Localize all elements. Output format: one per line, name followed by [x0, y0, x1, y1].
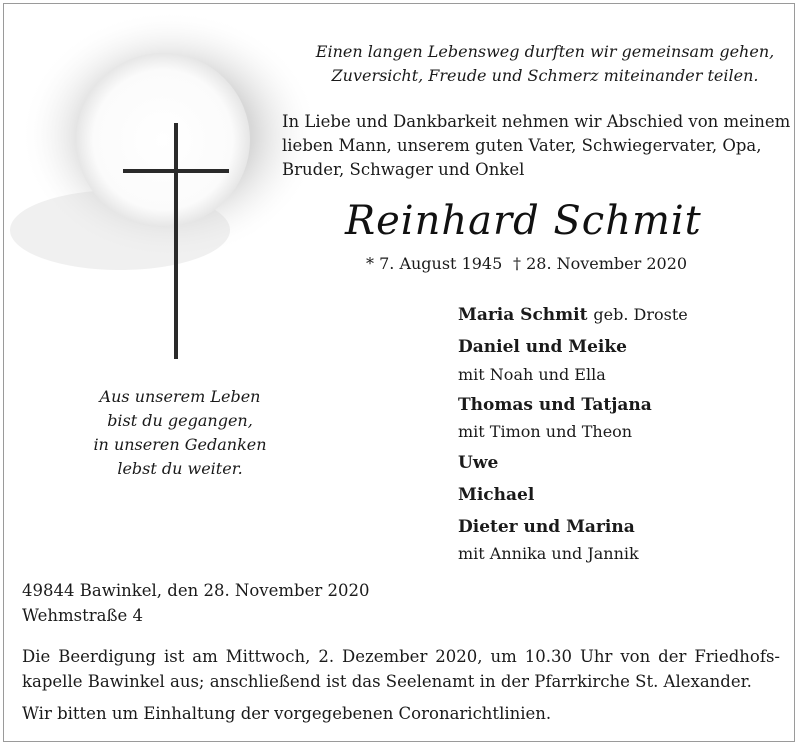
intro-text — [282, 110, 790, 182]
family-sub: mit Noah und Ella — [458, 365, 606, 384]
corona-note: Wir bitten um Einhaltung der vorgegebenen Coronarichtlinien. — [22, 704, 552, 723]
death-date: † 28. November 2020 — [513, 254, 688, 273]
family-name: Daniel und Meike — [458, 337, 627, 357]
deceased-name: Reinhard Schmit — [345, 198, 702, 244]
family-sub: mit Annika und Jannik — [458, 544, 639, 563]
motto-line: bist du gegangen, — [107, 411, 253, 430]
cross-horizontal — [123, 169, 229, 173]
cross-vertical — [174, 123, 178, 359]
intro-line: Bruder, Schwager und Onkel — [282, 160, 525, 179]
family-note: geb. Droste — [593, 305, 688, 324]
birth-date: * 7. August 1945 — [366, 254, 503, 273]
family-name: Maria Schmit — [458, 305, 588, 325]
funeral-line: kapelle Bawinkel aus; anschließend ist das Seelenamt in der Pfarrkirche St. Alexander. — [22, 672, 752, 691]
motto-line: lebst du weiter. — [117, 459, 243, 478]
motto-top — [300, 40, 790, 88]
family-sub: mit Timon und Theon — [458, 422, 633, 441]
funeral-line: Die Beerdigung ist am Mittwoch, 2. Dezember 2020, um 10.30 Uhr von der Friedhofs- — [22, 647, 780, 666]
intro-line: In Liebe und Dankbarkeit nehmen wir Abschied von meinem — [282, 112, 791, 131]
address — [22, 578, 370, 628]
family-name: Thomas und Tatjana — [458, 395, 652, 415]
address-line: Wehmstraße 4 — [22, 606, 144, 625]
cross-moon-illustration — [10, 10, 310, 370]
motto-line: Zuversicht, Freude und Schmerz miteinander teilen. — [331, 66, 759, 85]
family-name: Uwe — [458, 453, 499, 473]
family-name: Michael — [458, 485, 535, 505]
intro-line: lieben Mann, unserem guten Vater, Schwiegervater, Opa, — [282, 136, 762, 155]
motto-line: Einen langen Lebensweg durften wir gemeinsam gehen, — [315, 42, 775, 61]
motto-left — [60, 385, 300, 481]
funeral-info — [22, 644, 780, 694]
moon-icon — [76, 53, 250, 227]
motto-line: in unseren Gedanken — [93, 435, 267, 454]
family-name: Dieter und Marina — [458, 517, 635, 537]
address-line: 49844 Bawinkel, den 28. November 2020 — [22, 581, 370, 600]
motto-line: Aus unserem Leben — [99, 387, 261, 406]
family-member — [458, 305, 688, 325]
